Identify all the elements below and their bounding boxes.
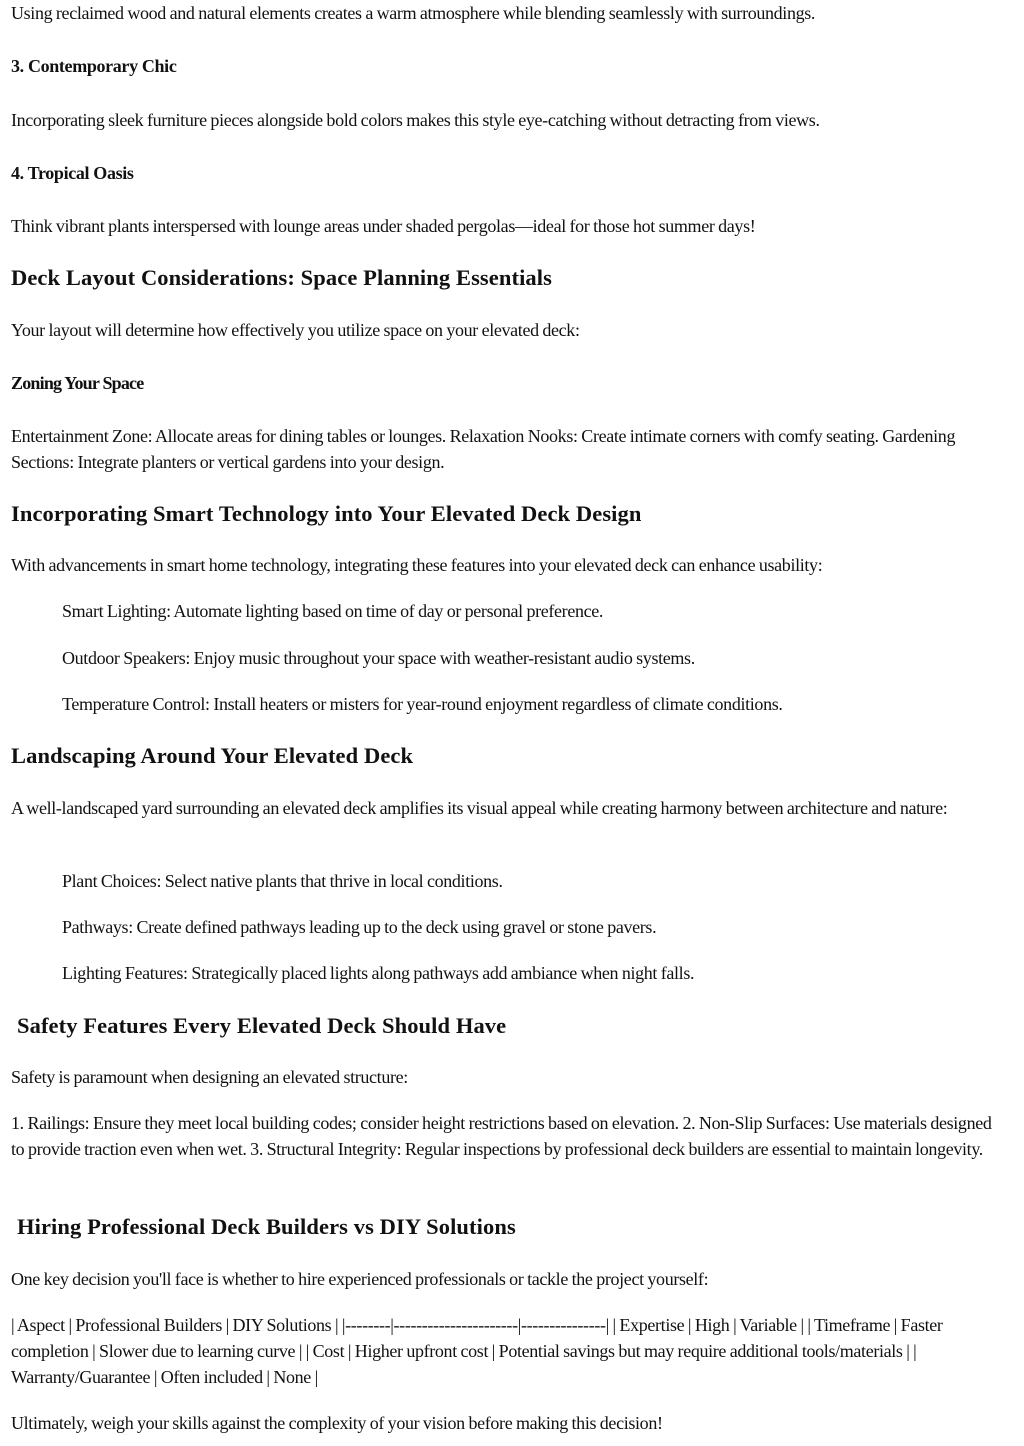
paragraph-safety-list: 1. Railings: Ensure they meet local building codes; consider height restrictions based on elevation. 2. Non-Slip Surfaces: Use materials designed to provide traction even when wet. 3. Structural Integrity: Regular inspections by professional deck builders are essential to maintain longevity. (11, 1113, 992, 1159)
heading-safety-features: Safety Features Every Elevated Deck Should Have (17, 1013, 507, 1038)
heading-deck-layout: Deck Layout Considerations: Space Planning Essentials (11, 265, 552, 290)
paragraph-comparison-table-raw: | Aspect | Professional Builders | DIY Solutions | |--------|----------------------|---------------| | Expertise | High | Variable | | Timeframe | Faster completion | Slower due to learning curve | | Cost | Higher upfront cost | Potential savings but may require additional tools/materials | | Warranty/Guarantee | Often included | None | (11, 1315, 943, 1387)
paragraph-zoning: Entertainment Zone: Allocate areas for dining tables or lounges. Relaxation Nooks: Create intimate corners with comfy seating. Gardening Sections: Integrate planters or vertical gardens into your design. (11, 426, 956, 472)
list-item-smart-lighting: Smart Lighting: Automate lighting based on time of day or personal preference. (62, 601, 604, 621)
paragraph-rustic: Using reclaimed wood and natural elements creates a warm atmosphere while blending seamlessly with surroundings. (11, 3, 816, 23)
paragraph-safety: Safety is paramount when designing an elevated structure: (11, 1067, 408, 1087)
heading-tropical-oasis: 4. Tropical Oasis (11, 163, 134, 183)
heading-hiring-professionals: Hiring Professional Deck Builders vs DIY Solutions (17, 1214, 516, 1239)
heading-landscaping: Landscaping Around Your Elevated Deck (11, 743, 414, 768)
paragraph-closing: Ultimately, weigh your skills against the complexity of your vision before making this decision! (11, 1413, 663, 1433)
heading-contemporary-chic: 3. Contemporary Chic (11, 56, 177, 76)
list-item-outdoor-speakers: Outdoor Speakers: Enjoy music throughout your space with weather-resistant audio systems. (62, 648, 695, 668)
paragraph-layout: Your layout will determine how effectively you utilize space on your elevated deck: (11, 320, 580, 340)
heading-zoning: Zoning Your Space (11, 373, 144, 393)
paragraph-landscaping: A well-landscaped yard surrounding an elevated deck amplifies its visual appeal while creating harmony between architecture and nature: (11, 798, 948, 818)
list-item-lighting-features: Lighting Features: Strategically placed lights along pathways add ambiance when night falls. (62, 963, 695, 983)
paragraph-contemporary: Incorporating sleek furniture pieces alongside bold colors makes this style eye-catching without detracting from views. (11, 110, 820, 130)
paragraph-hiring: One key decision you'll face is whether to hire experienced professionals or tackle the project yourself: (11, 1269, 709, 1289)
list-item-plant-choices: Plant Choices: Select native plants that thrive in local conditions. (62, 871, 503, 891)
list-item-pathways: Pathways: Create defined pathways leading up to the deck using gravel or stone pavers. (62, 917, 657, 937)
list-item-temperature-control: Temperature Control: Install heaters or misters for year-round enjoyment regardless of climate conditions. (62, 694, 783, 714)
heading-smart-technology: Incorporating Smart Technology into Your Elevated Deck Design (11, 501, 642, 526)
paragraph-tropical: Think vibrant plants interspersed with lounge areas under shaded pergolas—ideal for those hot summer days! (11, 216, 756, 236)
paragraph-smart: With advancements in smart home technology, integrating these features into your elevated deck can enhance usability: (11, 555, 823, 575)
